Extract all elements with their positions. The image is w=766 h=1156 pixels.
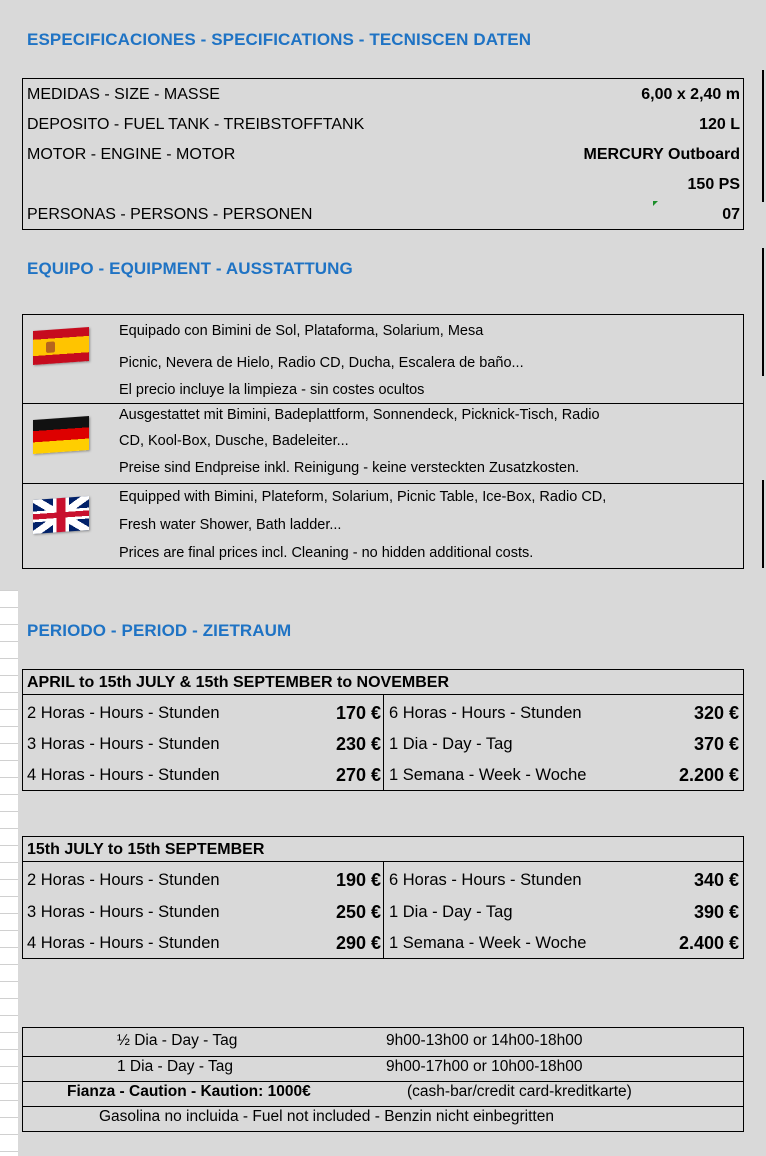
price-row: [23, 760, 743, 791]
spec-row-fuel: [23, 112, 743, 137]
spec-value: 150 PS: [687, 176, 740, 193]
price-value: 370 €: [693, 734, 739, 754]
fuel-note: Gasolina no incluida - Fuel not included - Benzin nicht einbegritten: [99, 1108, 554, 1125]
equipment-line: Equipped with Bimini, Plateform, Solarium, Picnic Table, Ice-Box, Radio CD,: [119, 489, 607, 505]
specs-heading: ESPECIFICACIONES - SPECIFICATIONS - TECNISCEN DATEN: [27, 30, 532, 49]
equipment-line: Preise sind Endpreise inkl. Reinigung - keine versteckten Zusatzkosten.: [119, 460, 580, 476]
spain-flag-icon: [33, 327, 89, 365]
duration-label: 1 Dia - Day - Tag: [389, 903, 513, 921]
half-day-hours: 9h00-13h00 or 14h00-18h00: [386, 1032, 583, 1049]
duration-label: 2 Horas - Hours - Stunden: [27, 704, 220, 722]
duration-label: 3 Horas - Hours - Stunden: [27, 735, 220, 753]
price-table-title: 15th JULY to 15th SEPTEMBER: [23, 837, 743, 862]
spec-value: 6,00 x 2,40 m: [641, 86, 740, 103]
spec-label: MOTOR - ENGINE - MOTOR: [27, 146, 236, 163]
equipment-heading: EQUIPO - EQUIPMENT - AUSSTATTUNG: [27, 259, 353, 278]
price-value: 2.400 €: [678, 933, 739, 953]
germany-flag-icon: [33, 416, 89, 454]
equipment-line: Fresh water Shower, Bath ladder...: [119, 517, 342, 533]
duration-label: 1 Semana - Week - Woche: [389, 766, 587, 784]
price-row: [23, 698, 743, 729]
price-value: 190 €: [335, 870, 381, 890]
duration-label: 4 Horas - Hours - Stunden: [27, 934, 220, 952]
spec-row-size: [23, 82, 743, 107]
spec-value: MERCURY Outboard: [583, 146, 740, 163]
duration-label: 4 Horas - Hours - Stunden: [27, 766, 220, 784]
cell-border-line: [762, 248, 764, 376]
price-value: 320 €: [693, 703, 739, 723]
duration-label: 1 Semana - Week - Woche: [389, 934, 587, 952]
half-day-row: [23, 1031, 743, 1051]
price-table-low-season: [22, 669, 744, 791]
price-row: [23, 729, 743, 760]
price-row: [23, 865, 743, 896]
price-table-high-season: [22, 836, 744, 959]
deposit-note: (cash-bar/credit card-kreditkarte): [407, 1083, 632, 1100]
duration-label: 6 Horas - Hours - Stunden: [389, 871, 582, 889]
equipment-line: Picnic, Nevera de Hielo, Radio CD, Ducha, Escalera de baño...: [119, 355, 524, 371]
cell-border-line: [762, 70, 764, 202]
spec-label: PERSONAS - PERSONS - PERSONEN: [27, 206, 313, 223]
spec-label: MEDIDAS - SIZE - MASSE: [27, 86, 220, 103]
price-value: 250 €: [335, 902, 381, 922]
fuel-row: [23, 1106, 743, 1126]
price-value: 270 €: [335, 765, 381, 785]
price-value: 390 €: [693, 902, 739, 922]
duration-label: 2 Horas - Hours - Stunden: [27, 871, 220, 889]
spec-value: 07: [722, 206, 740, 223]
price-value: 290 €: [335, 933, 381, 953]
price-value: 340 €: [693, 870, 739, 890]
equipment-section-es: [23, 315, 743, 403]
equipment-section-uk: [23, 483, 743, 568]
price-value: 2.200 €: [678, 765, 739, 785]
period-heading: PERIODO - PERIOD - ZIETRAUM: [27, 621, 292, 640]
equipment-line: El precio incluye la limpieza - sin costes ocultos: [119, 382, 425, 398]
equipment-line: Ausgestattet mit Bimini, Badeplattform, Sonnendeck, Picknick-Tisch, Radio: [119, 407, 600, 423]
full-day-hours: 9h00-17h00 or 10h00-18h00: [386, 1058, 583, 1075]
equipment-table: [22, 314, 744, 569]
deposit-label: Fianza - Caution - Kaution: 1000€: [67, 1083, 311, 1100]
spec-row-engine: [23, 142, 743, 167]
price-row: [23, 928, 743, 959]
uk-flag-icon: [33, 496, 89, 534]
equipment-line: Equipado con Bimini de Sol, Plataforma, Solarium, Mesa: [119, 323, 484, 339]
duration-label: 6 Horas - Hours - Stunden: [389, 704, 582, 722]
price-value: 170 €: [335, 703, 381, 723]
rental-conditions-table: [22, 1027, 744, 1132]
equipment-line: Prices are final prices incl. Cleaning - no hidden additional costs.: [119, 545, 534, 561]
duration-label: 1 Dia - Day - Tag: [389, 735, 513, 753]
price-row: [23, 897, 743, 928]
spec-row-power: [23, 172, 743, 197]
specs-table: [22, 78, 744, 230]
half-day-label: ½ Dia - Day - Tag: [117, 1032, 238, 1049]
price-table-title: APRIL to 15th JULY & 15th SEPTEMBER to NOVEMBER: [23, 670, 743, 695]
full-day-label: 1 Dia - Day - Tag: [117, 1058, 234, 1075]
full-day-row: [23, 1056, 743, 1076]
equipment-section-de: [23, 403, 743, 483]
cell-border-line: [762, 480, 764, 568]
spec-label: DEPOSITO - FUEL TANK - TREIBSTOFFTANK: [27, 116, 365, 133]
spec-value: 120 L: [699, 116, 740, 133]
equipment-line: CD, Kool-Box, Dusche, Badeleiter...: [119, 433, 349, 449]
price-value: 230 €: [335, 734, 381, 754]
duration-label: 3 Horas - Hours - Stunden: [27, 903, 220, 921]
deposit-row: [23, 1081, 743, 1101]
spec-row-persons: [23, 202, 743, 227]
spreadsheet-grid-strip: [0, 590, 18, 1156]
